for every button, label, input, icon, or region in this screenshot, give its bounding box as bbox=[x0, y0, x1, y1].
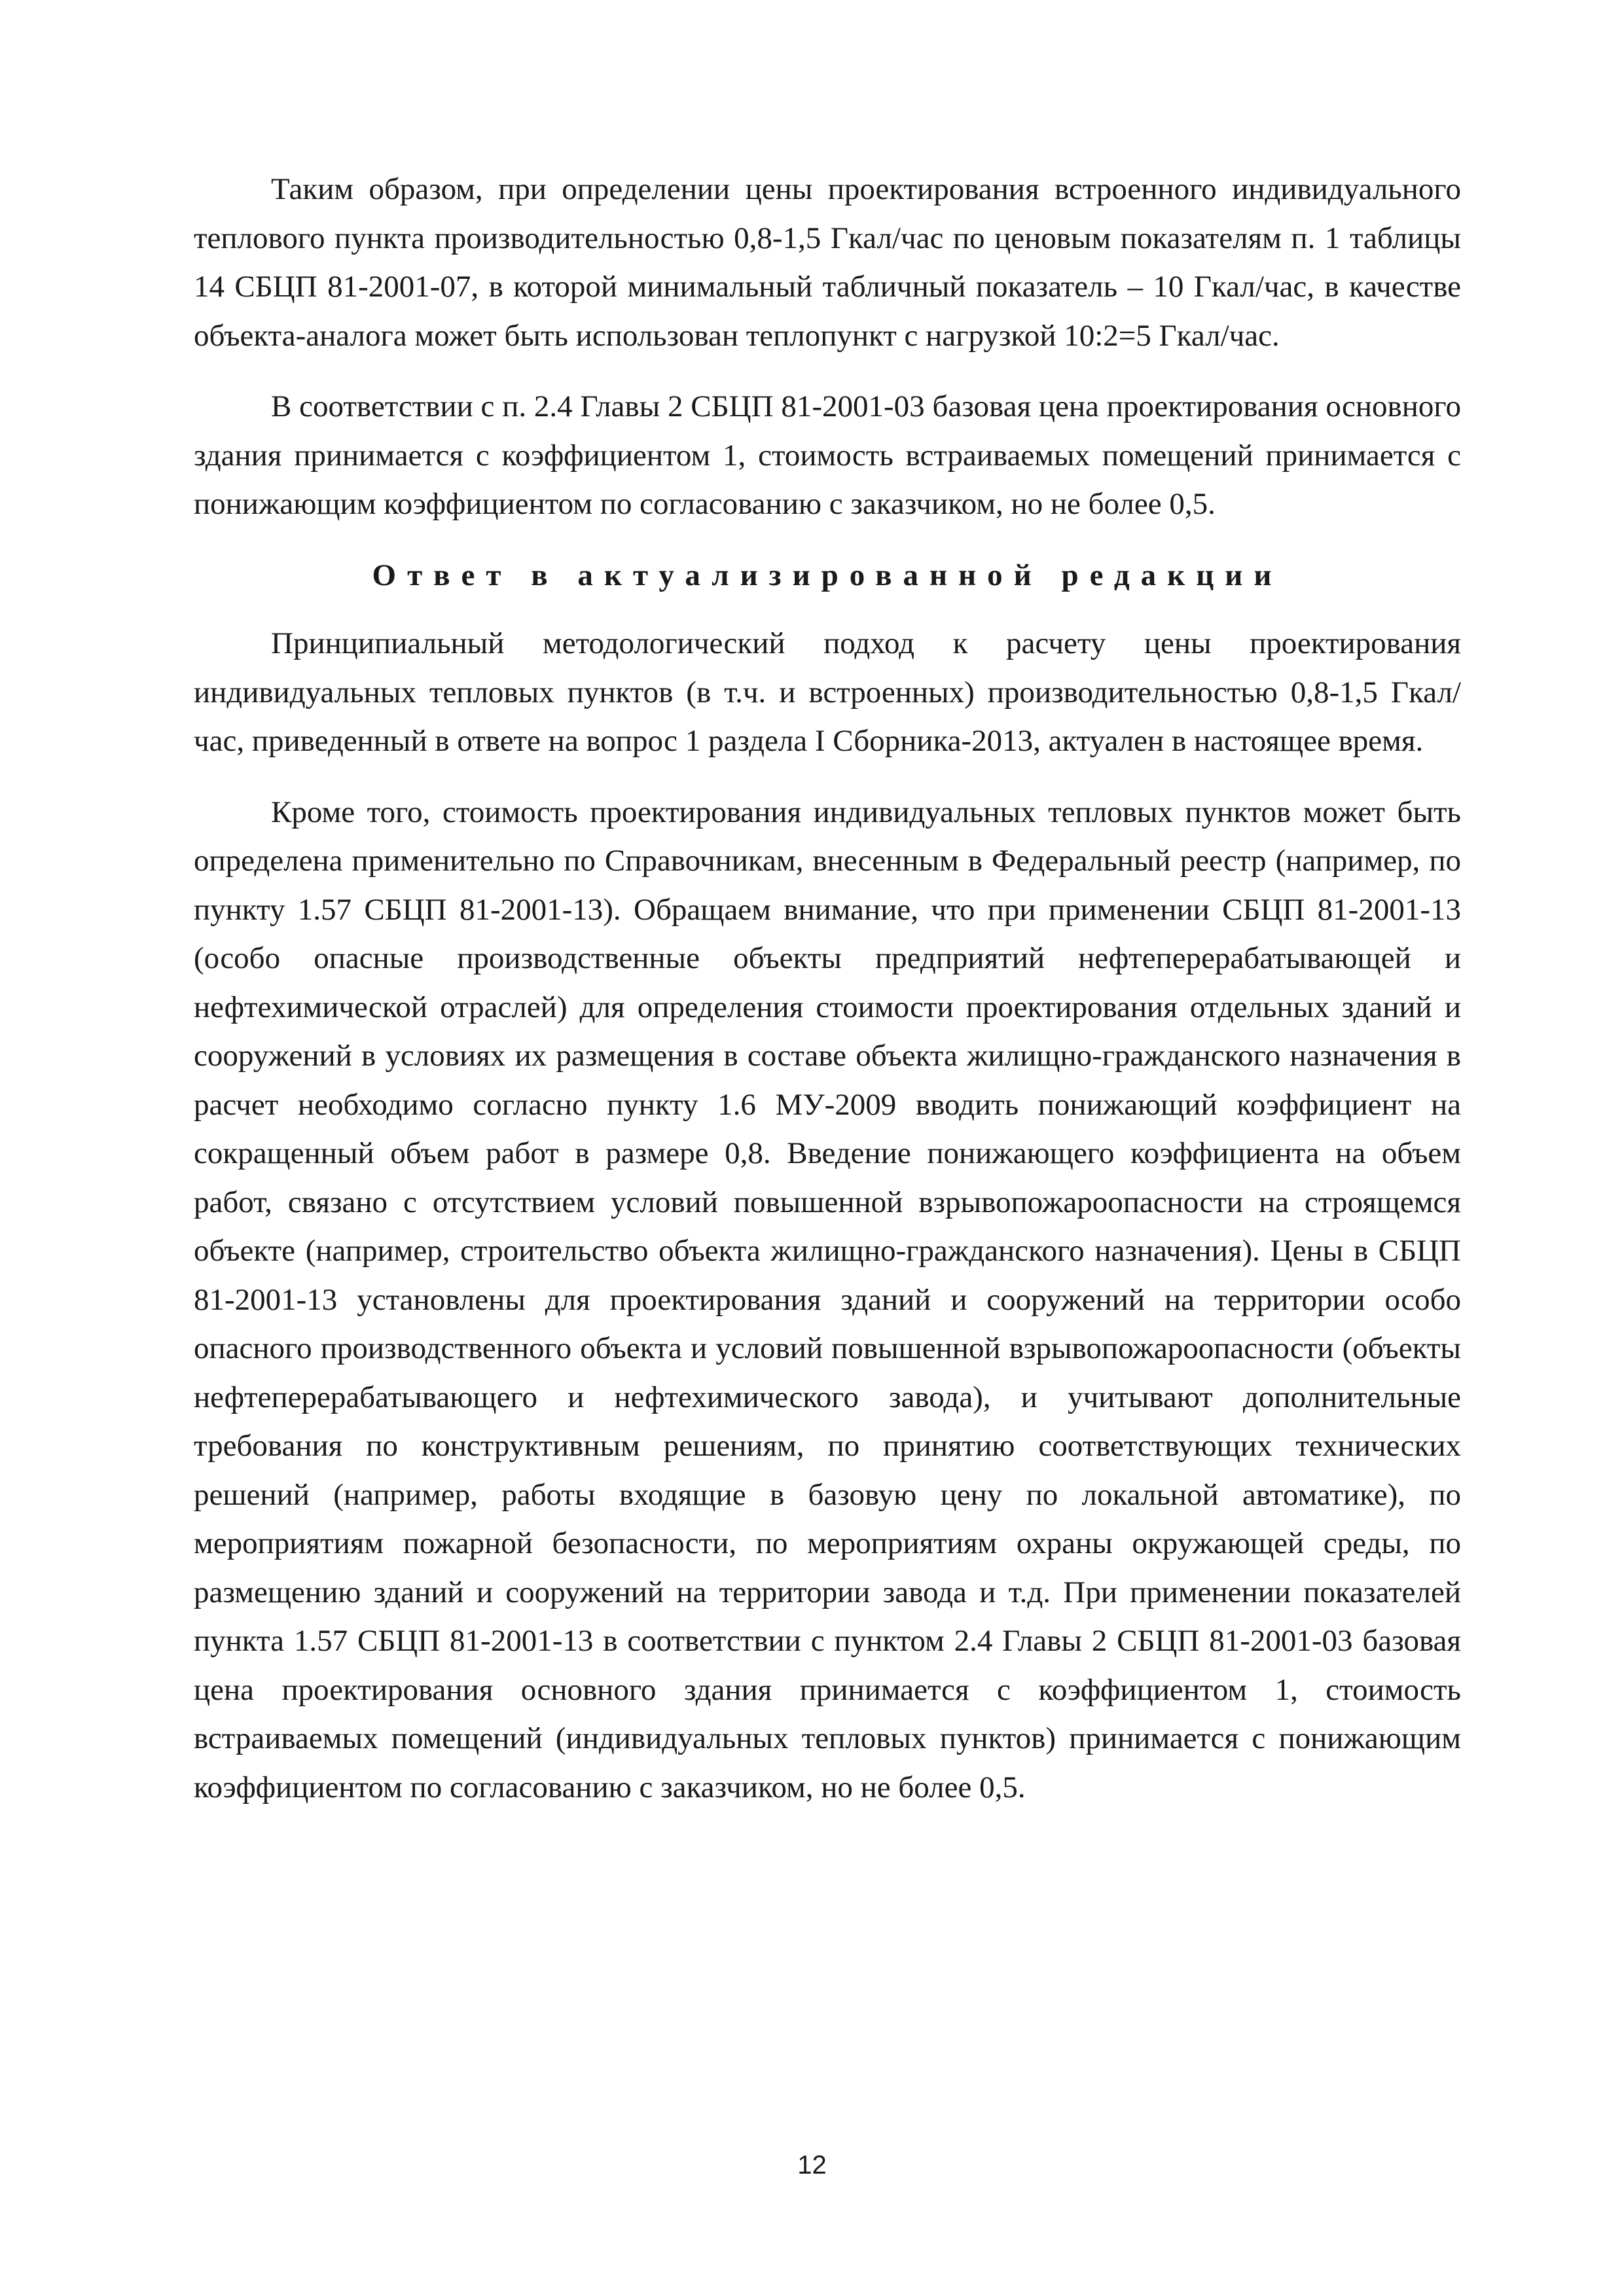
paragraph-analog-object: Таким образом, при определении цены проектирования встроенного индивидуального теплового пункта производительностью 0,8-1,5 Гкал/час по ценовым показателям п. 1 таблицы 14 СБЦП 81-2001-07, в которой минимальный табличный показатель – 10 Гкал/час, в качестве объекта-аналога может быть использован теплопункт с нагрузкой 10:2=5 Гкал/час. bbox=[194, 172, 1461, 353]
paragraph-methodology: Принципиальный методологический подход к расчету цены проектирования индивидуальных тепловых пунктов (в т.ч. и встроенных) производительностью 0,8-1,5 Гкал/час, приведенный в ответе на вопрос 1 раздела I Сборника-2013, актуален в настоящее время. bbox=[194, 626, 1461, 758]
document-body bbox=[194, 165, 1461, 1834]
paragraph-reference-books: Кроме того, стоимость проектирования индивидуальных тепловых пунктов может быть определена применительно по Справочникам, внесенным в Федеральный реестр (например, по пункту 1.57 СБЦП 81-2001-13). Обращаем внимание, что при применении СБЦП 81-2001-13 (особо опасные производственные объекты предприятий нефтеперерабатывающей и нефтехимической отраслей) для определения стоимости проектирования отдельных зданий и сооружений в условиях их размещения в составе объекта жилищно-гражданского назначения в расчет необходимо согласно пункту 1.6 МУ-2009 вводить понижающий коэффициент на сокращенный объем работ в размере 0,8. Введение понижающего коэффициента на объем работ, связано с отсутствием условий повышенной взрывопожароопасности на строящемся объекте (например, строительство объекта жилищно-гражданского назначения). Цены в СБЦП 81-2001-13 установлены для проектирования зданий и сооружений на территории особо опасного производственного объекта и условий повышенной взрывопожароопасности (объекты нефтеперерабатывающего и нефтехимического завода), и учитывают дополнительные требования по конструктивным решениям, по принятию соответствующих технических решений (например, работы входящие в базовую цену по локальной автоматике), по мероприятиям пожарной безопасности, по мероприятиям охраны окружающей среды, по размещению зданий и сооружений на территории завода и т.д. При применении показателей пункта 1.57 СБЦП 81-2001-13 в соответствии с пунктом 2.4 Главы 2 СБЦП 81-2001-03 базовая цена проектирования основного здания принимается с коэффициентом 1, стоимость встраиваемых помещений (индивидуальных тепловых пунктов) принимается с понижающим коэффициентом по согласованию с заказчиком, но не более 0,5. bbox=[194, 795, 1461, 1804]
page-number: 12 bbox=[797, 2151, 827, 2179]
section-heading: Ответ в актуализированной редакции bbox=[372, 558, 1283, 592]
paragraph-base-price-coefficient: В соответствии с п. 2.4 Главы 2 СБЦП 81-2001-03 базовая цена проектирования основного здания принимается с коэффициентом 1, стоимость встраиваемых помещений принимается с понижающим коэффициентом по согласованию с заказчиком, но не более 0,5. bbox=[194, 389, 1461, 521]
